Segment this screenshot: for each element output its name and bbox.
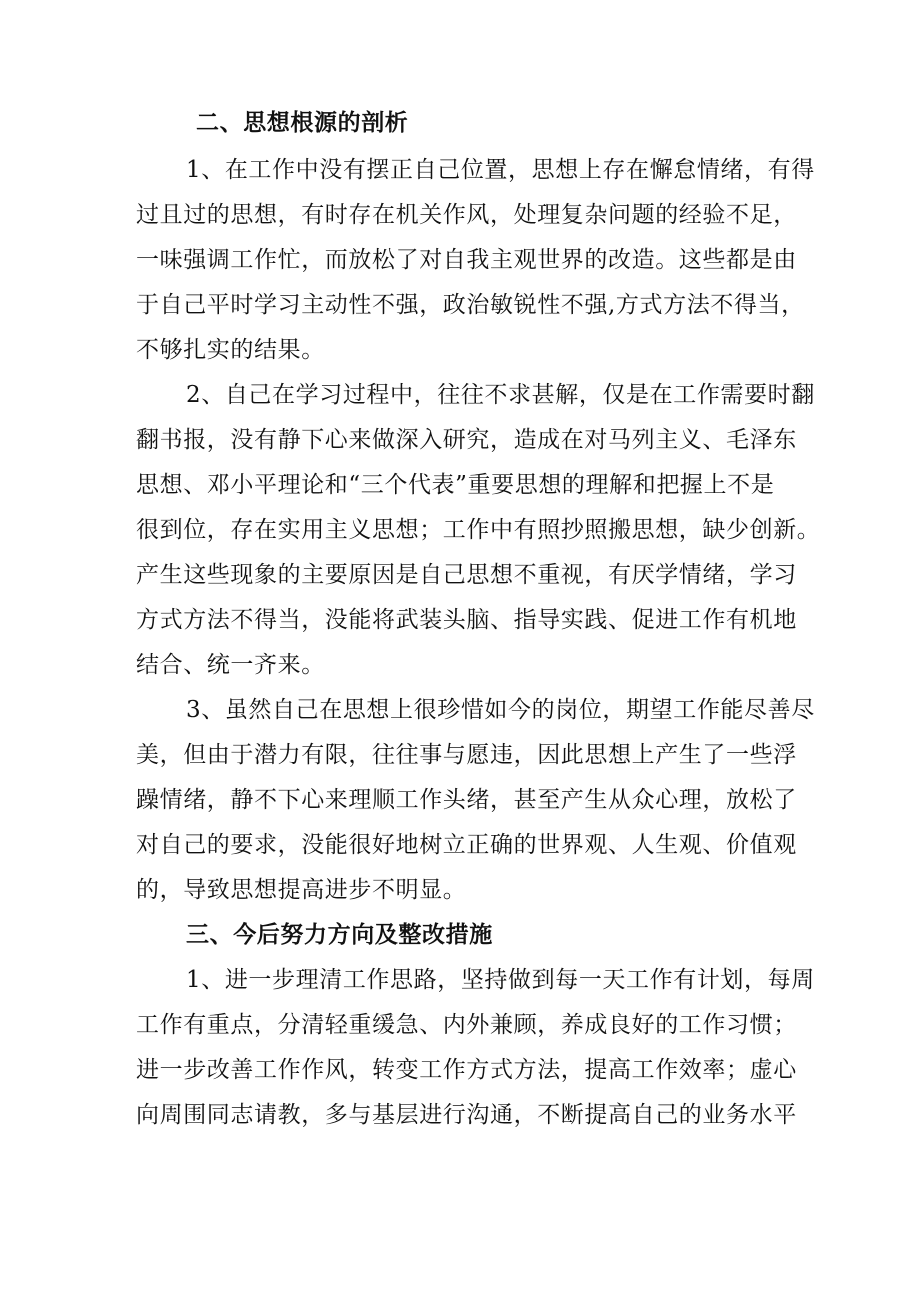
paragraph-line: 过且过的思想，有时存在机关作风，处理复杂问题的经验不足，: [136, 202, 797, 228]
section-heading-3: 三、今后努力方向及整改措施: [186, 921, 493, 948]
section-heading-2: 二、思想根源的剖析: [196, 109, 409, 136]
paragraph-line: 思想、邓小平理论和“三个代表”重要思想的理解和把握上不是: [136, 472, 775, 498]
paragraph-line: 不够扎实的结果。: [136, 337, 325, 363]
paragraph-line: 2、自己在学习过程中，往往不求甚解，仅是在工作需要时翻: [186, 382, 815, 408]
paragraph-line: 于自己平时学习主动性不强，政治敏锐性不强,方式方法不得当，: [136, 292, 805, 318]
paragraph-line: 结合、统一齐来。: [136, 652, 325, 678]
paragraph-line: 的，导致思想提高进步不明显。: [136, 877, 467, 903]
paragraph-line: 1、在工作中没有摆正自己位置，思想上存在懈怠情绪，有得: [186, 157, 815, 183]
paragraph-line: 对自己的要求，没能很好地树立正确的世界观、人生观、价值观: [136, 832, 797, 858]
paragraph-line: 工作有重点，分清轻重缓急、内外兼顾，养成良好的工作习惯；: [136, 1012, 797, 1038]
paragraph-line: 一味强调工作忙，而放松了对自我主观世界的改造。这些都是由: [136, 247, 797, 273]
paragraph-line: 产生这些现象的主要原因是自己思想不重视，有厌学情绪，学习: [136, 562, 797, 588]
paragraph-line: 美，但由于潜力有限，往往事与愿违，因此思想上产生了一些浮: [136, 742, 797, 768]
paragraph-line: 3、虽然自己在思想上很珍惜如今的岗位，期望工作能尽善尽: [186, 697, 815, 723]
paragraph-line: 翻书报，没有静下心来做深入研究，造成在对马列主义、毛泽东: [136, 427, 797, 453]
paragraph-line: 1、进一步理清工作思路，坚持做到每一天工作有计划，每周: [186, 967, 815, 993]
paragraph-line: 躁情绪，静不下心来理顺工作头绪，甚至产生从众心理，放松了: [136, 787, 797, 813]
paragraph-line: 进一步改善工作作风，转变工作方式方法，提高工作效率；虚心: [136, 1057, 797, 1083]
paragraph-line: 方式方法不得当，没能将武装头脑、指导实践、促进工作有机地: [136, 607, 797, 633]
paragraph-line: 向周围同志请教，多与基层进行沟通，不断提高自己的业务水平: [136, 1102, 797, 1128]
paragraph-line: 很到位，存在实用主义思想；工作中有照抄照搬思想，缺少创新。: [136, 517, 821, 543]
